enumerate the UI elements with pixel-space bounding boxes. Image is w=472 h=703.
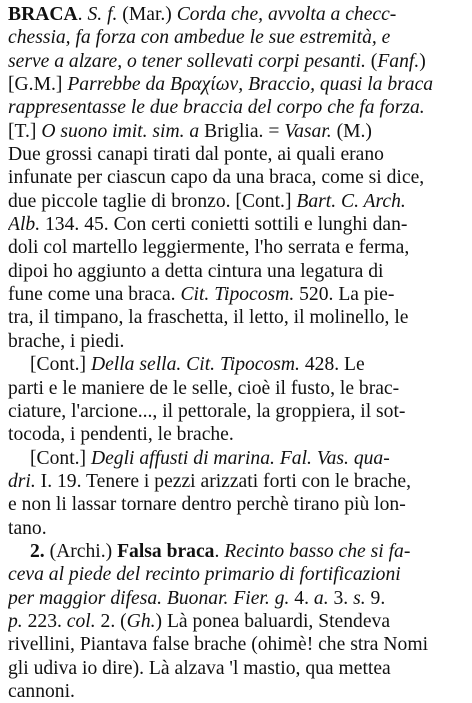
text-run: col.: [66, 610, 96, 632]
text-run: gli udiva io dire). Là alzava 'l mastio, qua mettea: [8, 657, 391, 679]
text-line: [8, 260, 462, 283]
text-run: [G.M.]: [8, 74, 68, 96]
text-run: BRACA: [8, 4, 78, 25]
text-line: [8, 166, 462, 189]
text-run: dri.: [8, 470, 36, 492]
text-run: 2. (: [95, 610, 127, 632]
text-run: Recinto basso che si fa-: [224, 540, 411, 562]
text-run: 428. Le: [299, 354, 365, 376]
text-line: [8, 377, 462, 400]
text-line: [8, 423, 462, 446]
text-run: tano.: [8, 517, 47, 539]
text-run: ) Là ponea baluardi, Stendeva: [155, 610, 391, 632]
text-run: ): [419, 50, 426, 72]
text-line: [8, 563, 462, 586]
text-run: , Braccio, quasi la braca: [238, 74, 434, 96]
text-line: [8, 330, 462, 353]
text-run: 3.: [328, 587, 354, 609]
text-line: [8, 73, 462, 96]
text-run: tra, il timpano, la fraschetta, il letto, il molinello, le: [8, 307, 409, 329]
text-run: per maggior difesa. Buonar. Fier.: [8, 587, 270, 609]
text-run: Falsa braca: [117, 540, 215, 562]
text-run: I. 19. Tenere i pezzi arizzati forti con le brache,: [35, 470, 412, 492]
text-run: S. f.: [87, 4, 118, 25]
text-line: [8, 493, 462, 516]
text-run: ceva al piede del recinto primario di fortificazioni: [8, 564, 401, 586]
text-run: Cit. Tipocosm.: [180, 284, 295, 306]
text-line: [8, 680, 462, 703]
text-run: Briglia. =: [199, 120, 285, 142]
text-run: Alb.: [8, 214, 41, 236]
text-line: [8, 50, 462, 73]
text-line: [8, 120, 462, 143]
text-line: [8, 587, 462, 610]
text-run: parti e le maniere de le selle, cioè il fusto, le brac-: [8, 377, 400, 399]
text-run: O suono imit. sim. a: [41, 120, 200, 142]
text-line: [8, 400, 462, 423]
text-run: 4.: [289, 587, 314, 609]
text-run: g.: [274, 587, 290, 609]
text-line: [8, 190, 462, 213]
text-line: [8, 470, 462, 493]
text-line: [8, 610, 462, 633]
text-run: serve a alzare, o tener sollevati corpi pesanti.: [8, 50, 366, 72]
text-run: infunate per ciascun capo da una braca, come si dice,: [8, 167, 425, 189]
text-run: 134. 45. Con certi conietti sottili e lunghi dan-: [40, 214, 408, 236]
text-run: due piccole taglie di bronzo. [Cont.]: [8, 190, 297, 212]
text-run: brache, i piedi.: [8, 330, 125, 352]
text-run: a.: [313, 587, 329, 609]
text-line: [8, 306, 462, 329]
text-run: Della sella. Cit. Tipocosm.: [90, 354, 300, 376]
text-run: (Archi.): [49, 540, 118, 562]
text-line: [8, 3, 462, 26]
text-run: tocoda, i pendenti, le brache.: [8, 424, 234, 446]
text-run: rappresentasse le due braccia del corpo che fa forza.: [8, 97, 425, 119]
text-line: [8, 447, 462, 470]
text-run: (Mar.): [117, 4, 177, 25]
text-run: (M.): [331, 120, 372, 142]
text-run: Fanf.: [377, 50, 420, 72]
text-run: s.: [353, 587, 366, 609]
text-run: Βραχίων: [170, 74, 239, 96]
text-run: 223.: [22, 610, 67, 632]
text-line: [8, 517, 462, 540]
text-line: [8, 236, 462, 259]
text-run: chessia, fa forza con ambedue le sue estremità, e: [8, 27, 391, 49]
text-line: [8, 353, 462, 376]
text-run: 2.: [30, 540, 50, 562]
text-run: Bart. C. Arch.: [296, 190, 406, 212]
text-run: doli col martello leggiermente, l'ho serrata e ferma,: [8, 237, 410, 259]
text-run: Corda che, avvolta a checc-: [176, 4, 397, 25]
text-line: [8, 213, 462, 236]
text-run: p.: [8, 610, 23, 632]
text-run: dipoi ho aggiunto a detta cintura una legatura di: [8, 260, 384, 282]
text-run: Vasar.: [284, 120, 332, 142]
text-line: [8, 143, 462, 166]
text-run: .: [214, 540, 225, 562]
text-run: rivellini, Piantava false brache (ohimè! che stra Nomi: [8, 634, 429, 656]
text-line: [8, 540, 462, 563]
text-run: [Cont.]: [30, 447, 91, 469]
text-line: [8, 633, 462, 656]
text-run: fune come una braca.: [8, 284, 181, 306]
text-line: [8, 657, 462, 680]
text-run: Due grossi canapi tirati dal ponte, ai quali erano: [8, 144, 384, 166]
text-run: Degli affusti di marina. Fal. Vas. qua-: [90, 447, 390, 469]
text-run: 9.: [365, 587, 386, 609]
text-run: .: [77, 4, 88, 25]
text-run: (: [365, 50, 378, 72]
text-run: Parrebbe da: [67, 74, 170, 96]
text-run: e non li lassar tornare dentro perchè tirano più lon-: [8, 494, 406, 516]
text-line: [8, 283, 462, 306]
text-run: ciature, l'arcione..., il pettorale, la groppiera, il sot-: [8, 400, 406, 422]
text-run: [Cont.]: [30, 354, 91, 376]
text-run: Gh.: [126, 610, 156, 632]
text-run: [T.]: [8, 120, 42, 142]
text-line: [8, 96, 462, 119]
text-run: 520. La pie-: [294, 284, 395, 306]
text-run: cannoni.: [8, 680, 75, 702]
text-line: [8, 26, 462, 49]
